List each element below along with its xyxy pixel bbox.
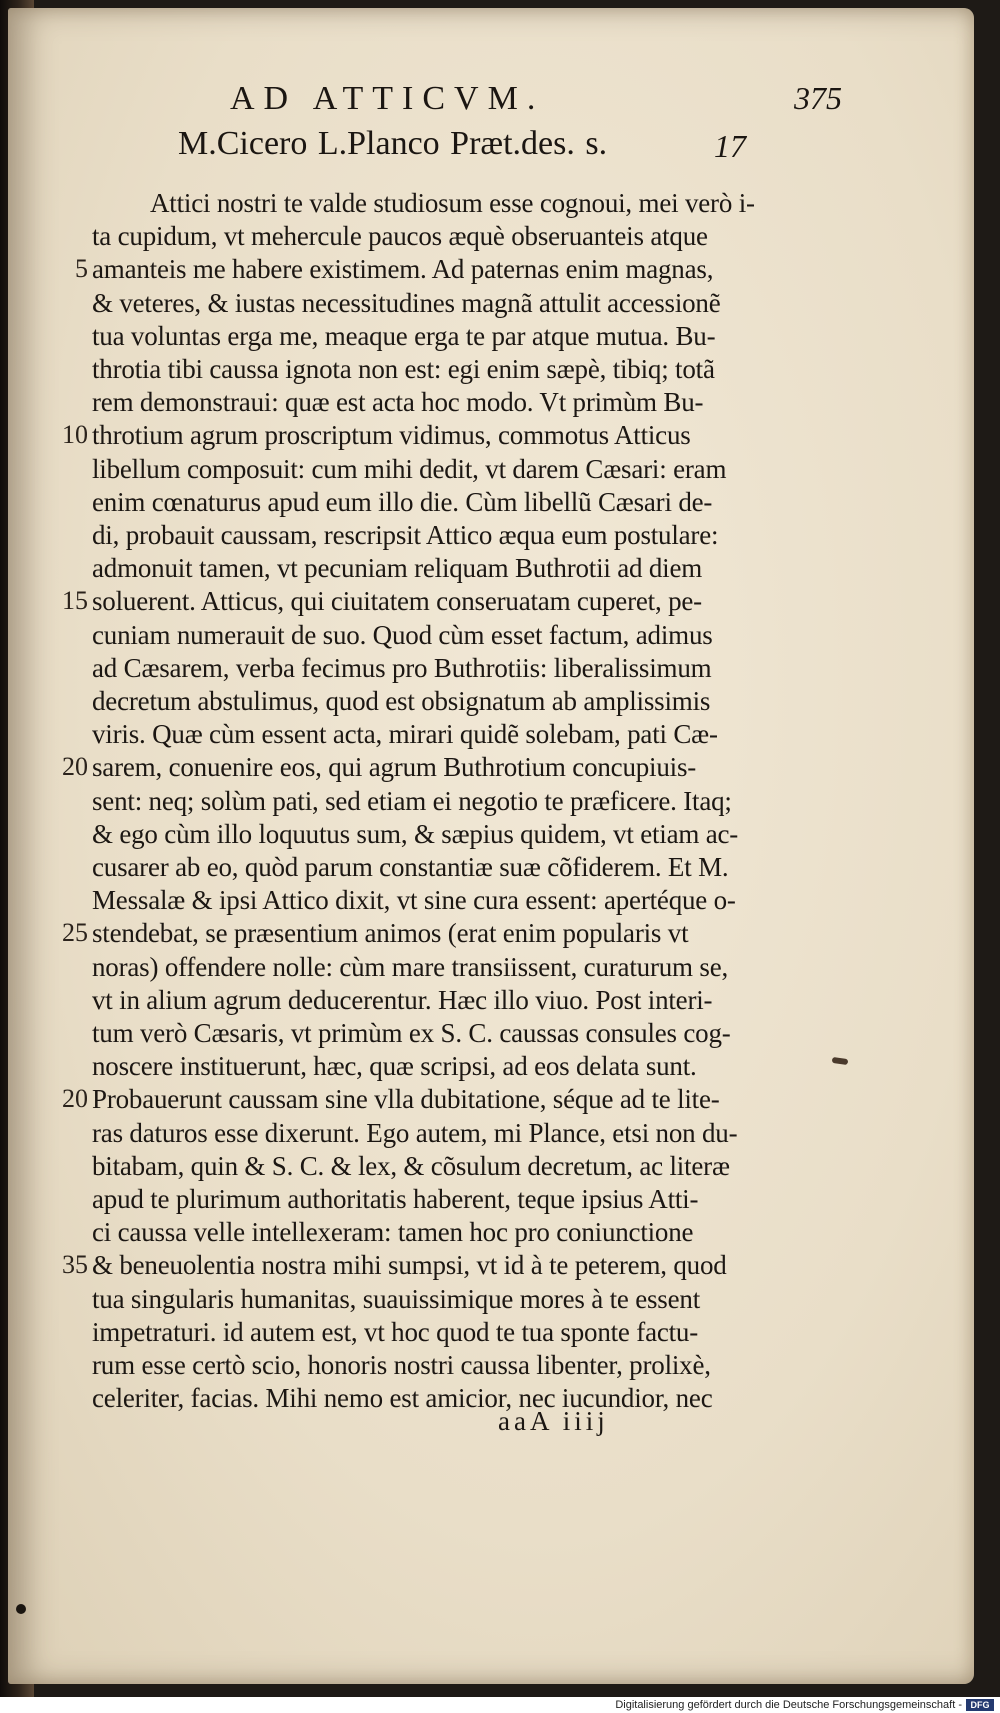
text-line: celeriter, facias. Mihi nemo est amicior, nec iucundior, nec: [92, 1383, 713, 1414]
text-line: rem demonstraui: quæ est acta hoc modo. Vt primùm Bu-: [92, 387, 704, 418]
running-head: AD ATTICVM.: [230, 80, 545, 117]
ink-mark: [832, 1057, 849, 1065]
text-line: ta cupidum, vt mehercule paucos æquè obseruanteis atque: [92, 221, 708, 252]
text-line: stendebat, se præsentium animos (erat enim popularis vt: [92, 918, 689, 949]
text-line: tum verò Cæsaris, vt primùm ex S. C. caussas consules cog-: [92, 1018, 731, 1048]
text-line: cusarer ab eo, quòd parum constantiæ suæ cõfiderem. Et M.: [92, 852, 729, 882]
text-line: & beneuolentia nostra mihi sumpsi, vt id à te peterem, quod: [92, 1250, 727, 1281]
text-line: ad Cæsarem, verba fecimus pro Buthrotiis: liberalissimum: [92, 652, 712, 683]
text-line: amanteis me habere existimem. Ad paternas enim magnas,: [92, 254, 714, 285]
text-line: rum esse certò scio, honoris nostri caussa libenter, prolixè,: [92, 1350, 711, 1380]
text-line: sent: neq; solùm pati, sed etiam ei negotio te præficere. Itaq;: [92, 785, 732, 816]
letter-number: 17: [714, 128, 746, 164]
text-line: throtia tibi caussa ignota non est: egi enim sæpè, tibiq; totã: [92, 354, 715, 384]
text-line: bitabam, quin & S. C. & lex, & cõsulum decretum, ac literæ: [92, 1150, 730, 1181]
margin-line-number: 25: [62, 918, 88, 948]
text-line: viris. Quæ cùm essent acta, mirari quidẽ solebam, pati Cæ-: [92, 719, 718, 750]
margin-line-number: 15: [62, 586, 88, 616]
text-line: Messalæ & ipsi Attico dixit, vt sine cura essent: apertéque o-: [92, 885, 736, 916]
text-line: Attici nostri te valde studiosum esse cognoui, mei verò i-: [150, 188, 755, 218]
text-line: tua singularis humanitas, suauissimique mores à te essent: [92, 1283, 700, 1314]
text-line: Probauerunt caussam sine vlla dubitatione, séque ad te lite-: [92, 1084, 720, 1115]
text-line: admonuit tamen, vt pecuniam reliquam Buthrotii ad diem: [92, 553, 703, 584]
text-line: decretum abstulimus, quod est obsignatum ab amplissimis: [92, 686, 711, 716]
text-line: vt in alium agrum deducerentur. Hæc illo viuo. Post interi-: [92, 984, 713, 1015]
footer-credit: Digitalisierung gefördert durch die Deutsche Forschungsgemeinschaft -: [615, 1699, 962, 1711]
letter-heading: M.Cicero L.Planco Prӕt.des. s.: [178, 125, 608, 162]
ink-dot: [16, 1604, 26, 1614]
text-line: apud te plurimum authoritatis haberent, teque ipsius Atti-: [92, 1184, 699, 1214]
text-line: noscere instituerunt, hæc, quæ scripsi, ad eos delata sunt.: [92, 1051, 697, 1082]
text-line: libellum composuit: cum mihi dedit, vt darem Cæsari: eram: [92, 453, 727, 484]
page-number: 375: [794, 80, 842, 116]
margin-line-number: 10: [62, 420, 88, 450]
text-line: & veteres, & iustas necessitudines magnã attulit accessionẽ: [92, 287, 721, 318]
text-line: sarem, conuenire eos, qui agrum Buthrotium concupiuis-: [92, 752, 697, 783]
text-line: impetraturi. id autem est, vt hoc quod te tua sponte factu-: [92, 1316, 699, 1347]
margin-line-number: 20: [62, 1084, 88, 1114]
text-line: & ego cùm illo loquutus sum, & sæpius quidem, vt etiam ac-: [92, 818, 739, 849]
footer-bar: [0, 1697, 1000, 1713]
text-line: throtium agrum proscriptum vidimus, commotus Atticus: [92, 420, 691, 451]
text-line: tua voluntas erga me, meaque erga te par atque mutua. Bu-: [92, 320, 716, 351]
text-line: ras daturos esse dixerunt. Ego autem, mi Plance, etsi non du-: [92, 1117, 738, 1148]
text-line: soluerent. Atticus, qui ciuitatem conseruatam cuperet, pe-: [92, 586, 702, 617]
text-line: ci caussa velle intellexeram: tamen hoc pro coniunctione: [92, 1217, 694, 1248]
text-line: cuniam numerauit de suo. Quod cùm esset factum, adimus: [92, 619, 713, 650]
margin-line-number: 20: [62, 752, 88, 782]
dfg-logo: DFG: [966, 1699, 994, 1711]
margin-line-number: 35: [62, 1250, 88, 1280]
text-line: enim cœnaturus apud eum illo die. Cùm libellũ Cæsari de-: [92, 486, 713, 517]
text-line: di, probauit caussam, rescripsit Attico æqua eum postulare:: [92, 520, 719, 550]
text-line: noras) offendere nolle: cùm mare transiissent, curaturum se,: [92, 951, 729, 982]
book-page: [8, 8, 974, 1684]
margin-line-number: 5: [75, 254, 88, 284]
signature-mark: aaA iiij: [498, 1406, 609, 1436]
